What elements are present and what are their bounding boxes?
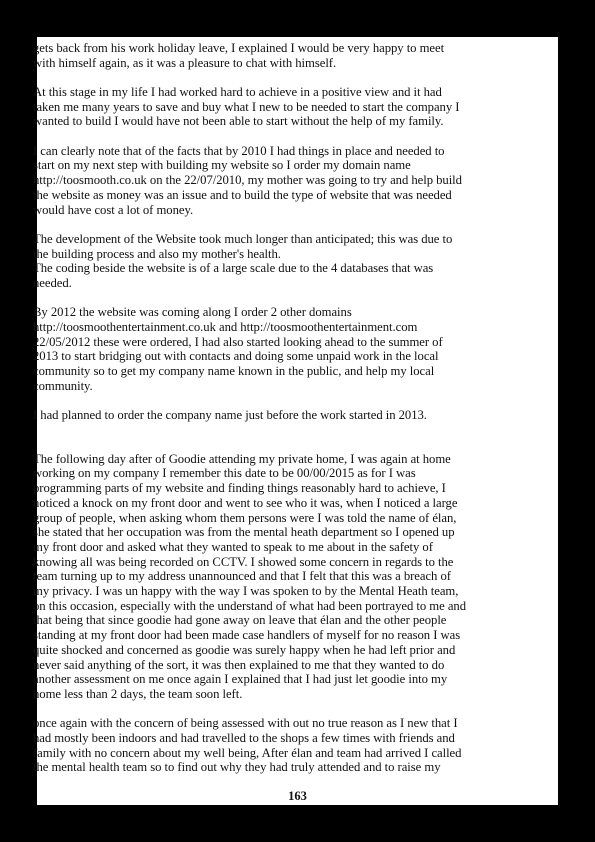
paragraph-2: At this stage in my life I had worked hard to achieve in a positive view and it had taken me many years to save and buy what I new to be needed to start the company I wanted to build I would have not been able to start without the help of my family. — [33, 85, 460, 129]
paragraph-7: The following day after of Goodie attending my private home, I was again at home working on my company I remember this date to be 00/00/2015 as for I was programming parts of my website and finding things reasonably hard to achieve, I noticed a knock on my front door and went to see who it was, when I noticed a large group of people, when asking whom them persons were I was told the name of élan, she stated that her occupation was from the mental heath department so I opened up my front door and asked what they wanted to speak to me about in the safety of knowing all was being recorded on CCTV. I showed some concern in regards to the team turning up to my address unannounced and that I felt that this was a breach of my privacy. I was un happy with the way I was spoken to by the Mental Heath team, on this occasion, especially with the understand of what had been portrayed to me and that being that since goodie had gone away on leave that élan and the other people standing at my front door had been made case handlers of myself for no reason I was quite shocked and concerned as goodie was surely happy when he had left prior and never said anything of the sort, it was then explained to me that they wanted to do another assessment on me once again I explained that I had just let goodie into my home less than 2 days, the team soon left. — [33, 451, 466, 701]
paragraph-4: The development of the Website took much longer than anticipated; this was due to the building process and also my mother's health. The coding beside the website is of a large scale due to the 4 databases that was needed. — [33, 231, 453, 290]
document-page — [33, 37, 558, 805]
document-body — [33, 41, 553, 790]
paragraph-1: gets back from his work holiday leave, I explained I would be very happy to meet with himself again, as it was a pleasure to chat with himself. — [33, 41, 445, 70]
paragraph-8: once again with the concern of being assessed with out no true reason as I new that I had mostly been indoors and had travelled to the shops a few times with friends and family with no concern about my well being, After élan and team had arrived I called the mental health team so to find out why they had truly attended and to raise my — [33, 716, 462, 775]
paragraph-5: By 2012 the website was coming along I order 2 other domains http://toosmoothentertainment.co.uk and http://toosmoothentertainment.com 22/05/2012 these were ordered, I had also started looking ahead to the summer of 2013 to start bridging out with contacts and doing some unpaid work in the local community so to get my company name known in the public, and help my local community. — [33, 305, 443, 393]
page-number: 163 — [288, 789, 307, 803]
paragraph-3: I can clearly note that of the facts that by 2010 I had things in place and needed to start on my next step with building my website so I order my domain name http://toosmooth.co.uk on the 22/07/2010, my mother was going to try and help build the website as money was an issue and to build the type of website that was needed would have cost a lot of money. — [33, 143, 462, 217]
paragraph-6: I had planned to order the company name just before the work started in 2013. — [33, 408, 427, 423]
